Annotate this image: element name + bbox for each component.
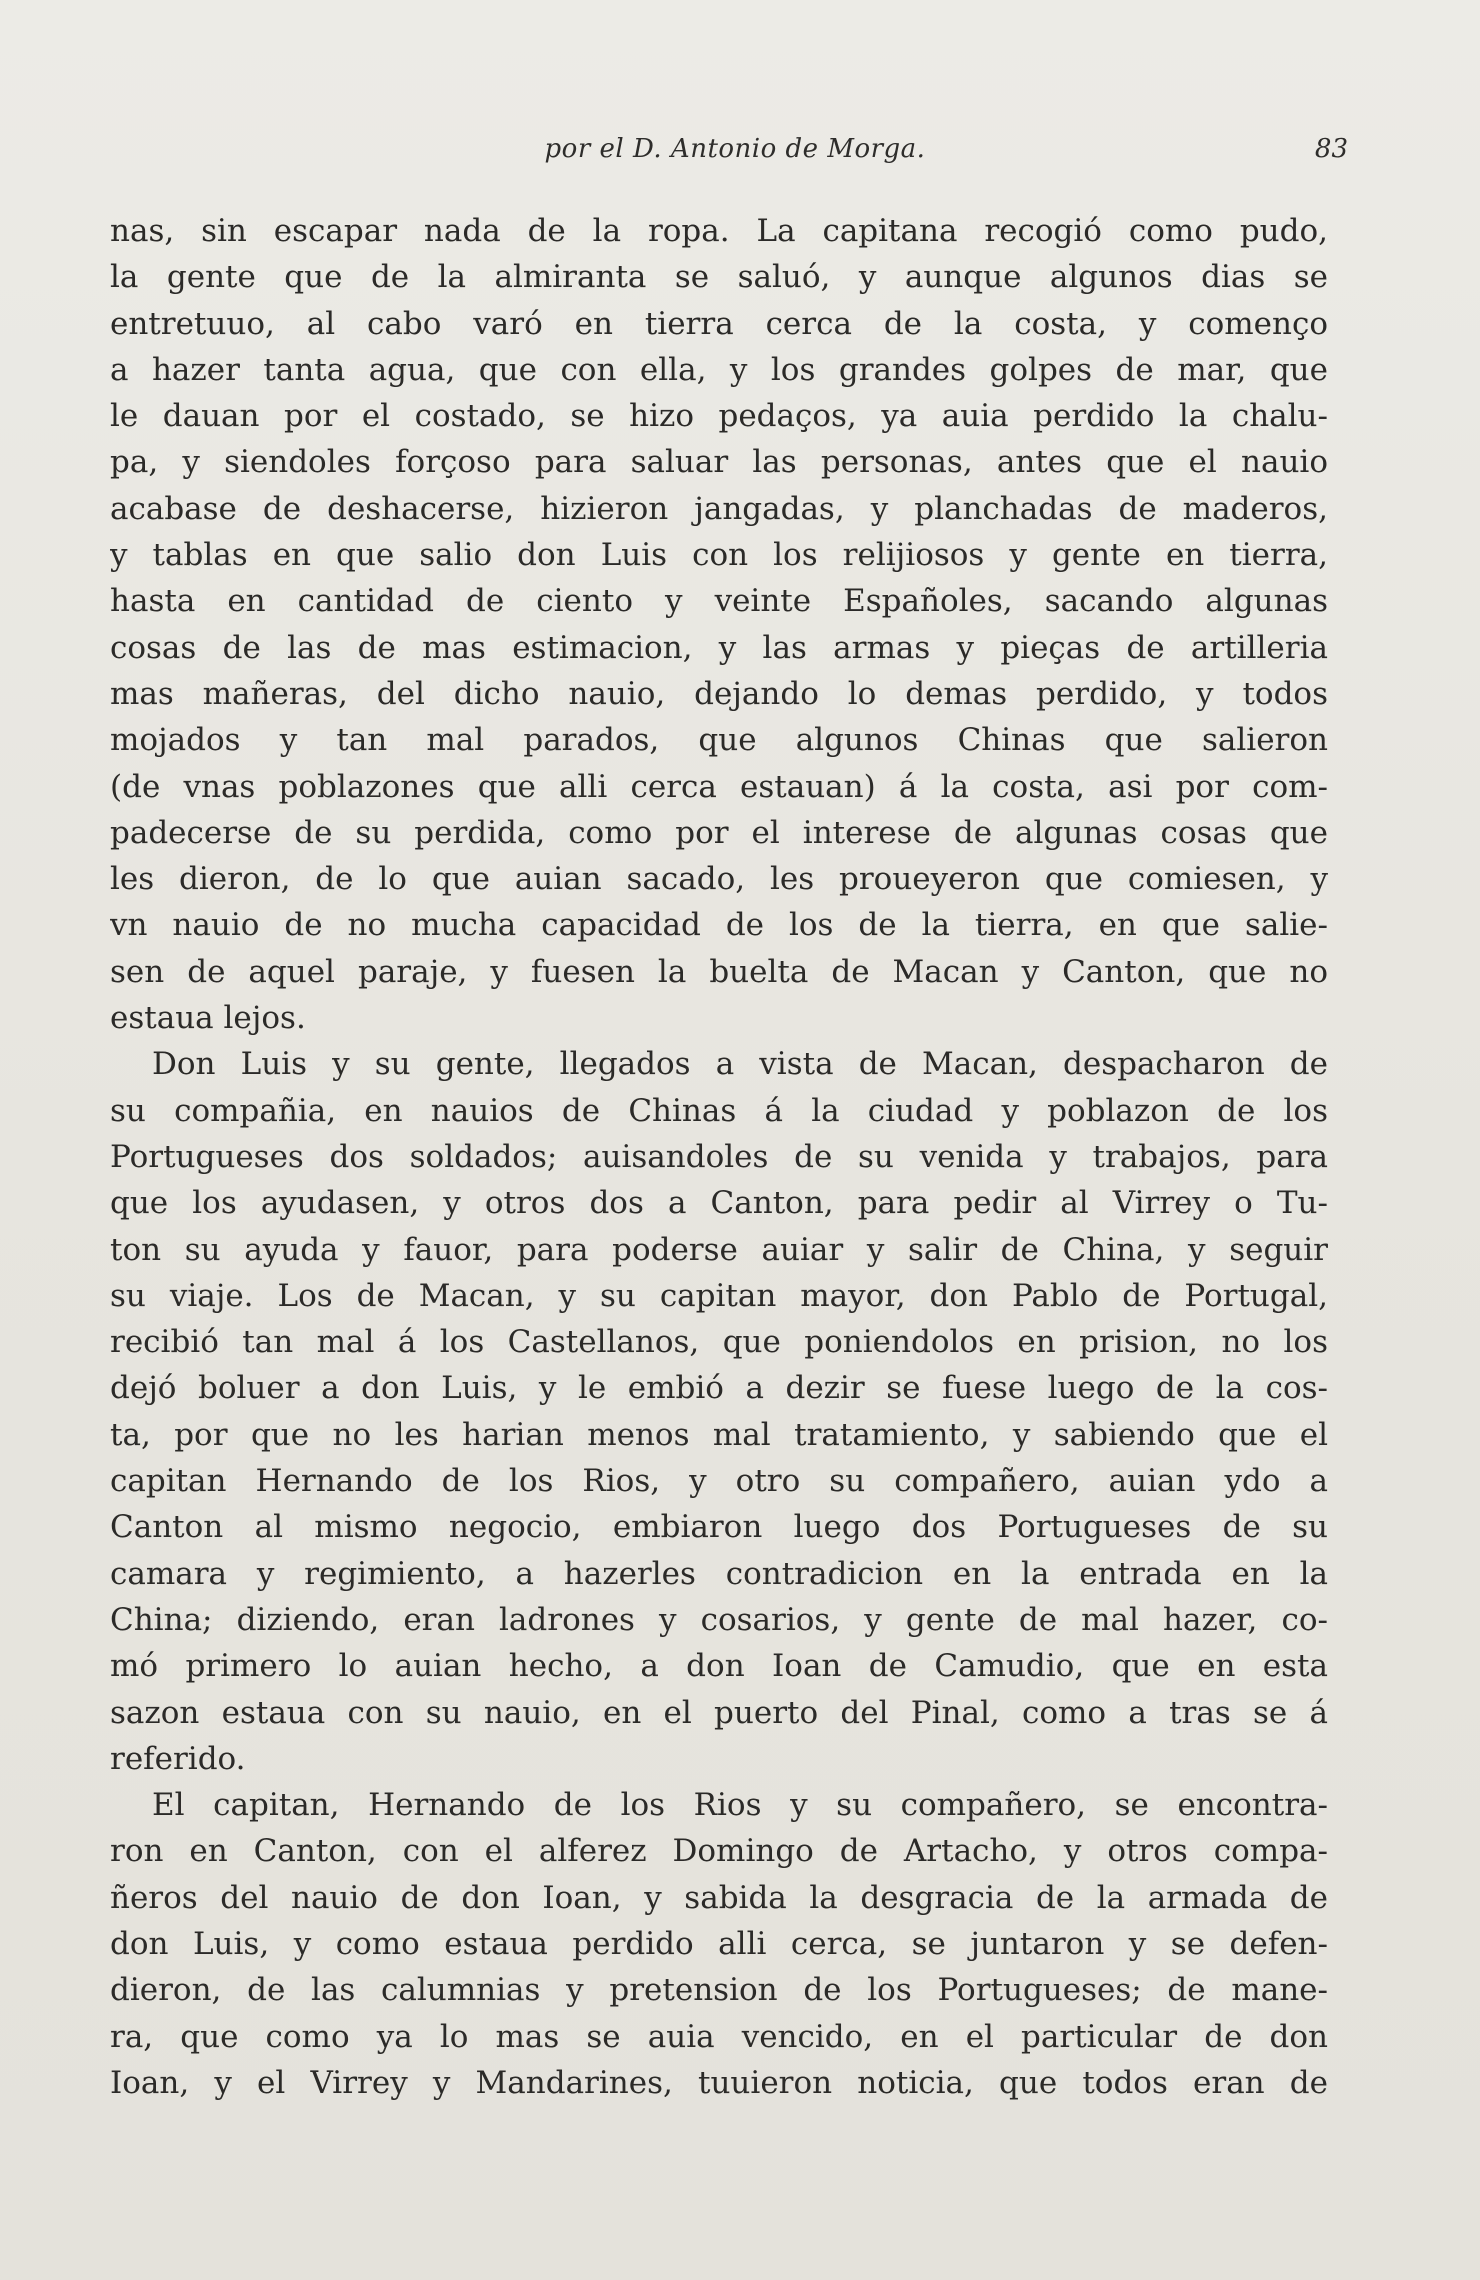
text-line: a hazer tanta agua, que con ella, y los grandes golpes de mar, que (110, 351, 1328, 388)
text-line: su compañia, en nauios de Chinas á la ciudad y poblazon de los (110, 1092, 1328, 1129)
text-line: camara y regimiento, a hazerles contradicion en la entrada en la (110, 1555, 1328, 1592)
text-line: sazon estaua con su nauio, en el puerto del Pinal, como a tras se á (110, 1694, 1328, 1731)
text-line: Canton al mismo negocio, embiaron luego dos Portugueses de su (110, 1509, 1328, 1546)
text-line: ra, que como ya lo mas se auia vencido, en el particular de don (110, 2018, 1328, 2055)
text-line: la gente que de la almiranta se saluó, y aunque algunos dias se (110, 259, 1328, 296)
text-line: recibió tan mal á los Castellanos, que poniendolos en prision, no los (110, 1324, 1328, 1361)
text-line: Portugueses dos soldados; auisandoles de su venida y trabajos, para (110, 1138, 1328, 1175)
running-head (110, 134, 1360, 174)
text-line: don Luis, y como estaua perdido alli cerca, se juntaron y se defen- (110, 1925, 1328, 1962)
text-line: su viaje. Los de Macan, y su capitan mayor, don Pablo de Portugal, (110, 1277, 1328, 1314)
text-line: pa, y siendoles forçoso para saluar las personas, antes que el nauio (110, 444, 1328, 481)
text-line: nas, sin escapar nada de la ropa. La capitana recogió como pudo, (110, 213, 1328, 249)
text-line: y tablas en que salio don Luis con los relijiosos y gente en tierra, (110, 537, 1328, 574)
text-line: ron en Canton, con el alferez Domingo de Artacho, y otros compa- (110, 1833, 1328, 1870)
text-line: dieron, de las calumnias y pretension de los Portugueses; de mane- (110, 1972, 1328, 2009)
paragraph-start-line: El capitan, Hernando de los Rios y su compañero, se encontra- (152, 1787, 1328, 1824)
running-title: por el D. Antonio de Morga. (544, 134, 926, 164)
text-line: le dauan por el costado, se hizo pedaços, ya auia perdido la chalu- (110, 398, 1328, 435)
text-line: vn nauio de no mucha capacidad de los de la tierra, en que salie- (110, 907, 1328, 944)
text-line: mas mañeras, del dicho nauio, dejando lo demas perdido, y todos (110, 675, 1328, 712)
text-line: China; diziendo, eran ladrones y cosarios, y gente de mal hazer, co- (110, 1601, 1328, 1638)
text-line: hasta en cantidad de ciento y veinte Españoles, sacando algunas (110, 583, 1328, 620)
text-line: cosas de las de mas estimacion, y las armas y pieças de artilleria (110, 629, 1328, 666)
text-line: mojados y tan mal parados, que algunos Chinas que salieron (110, 722, 1328, 759)
paragraph-end-line: referido. (110, 1740, 246, 1777)
text-line: ta, por que no les harian menos mal tratamiento, y sabiendo que el (110, 1416, 1328, 1453)
text-line: (de vnas poblazones que alli cerca estauan) á la costa, asi por com- (110, 768, 1328, 805)
text-line: acabase de deshacerse, hizieron jangadas, y planchadas de maderos, (110, 490, 1328, 527)
text-line: ton su ayuda y fauor, para poderse auiar y salir de China, y seguir (110, 1231, 1328, 1268)
page-number: 83 (1314, 134, 1348, 164)
text-line: capitan Hernando de los Rios, y otro su compañero, auian ydo a (110, 1463, 1328, 1500)
body-text (110, 208, 1328, 2106)
paragraph-end-line: estaua lejos. (110, 1000, 306, 1037)
text-line: dejó boluer a don Luis, y le embió a dezir se fuese luego de la cos- (110, 1370, 1328, 1407)
text-line: padecerse de su perdida, como por el interese de algunas cosas que (110, 814, 1328, 851)
text-line: que los ayudasen, y otros dos a Canton, para pedir al Virrey o Tu- (110, 1185, 1328, 1222)
text-line: ñeros del nauio de don Ioan, y sabida la desgracia de la armada de (110, 1879, 1328, 1916)
paragraph-start-line: Don Luis y su gente, llegados a vista de Macan, despacharon de (152, 1046, 1328, 1083)
text-line: Ioan, y el Virrey y Mandarines, tuuieron noticia, que todos eran de (110, 2064, 1328, 2101)
text-line: mó primero lo auian hecho, a don Ioan de Camudio, que en esta (110, 1648, 1328, 1685)
text-line: les dieron, de lo que auian sacado, les proueyeron que comiesen, y (110, 861, 1328, 898)
text-line: entretuuo, al cabo varó en tierra cerca de la costa, y començo (110, 305, 1328, 342)
text-line: sen de aquel paraje, y fuesen la buelta de Macan y Canton, que no (110, 953, 1328, 990)
